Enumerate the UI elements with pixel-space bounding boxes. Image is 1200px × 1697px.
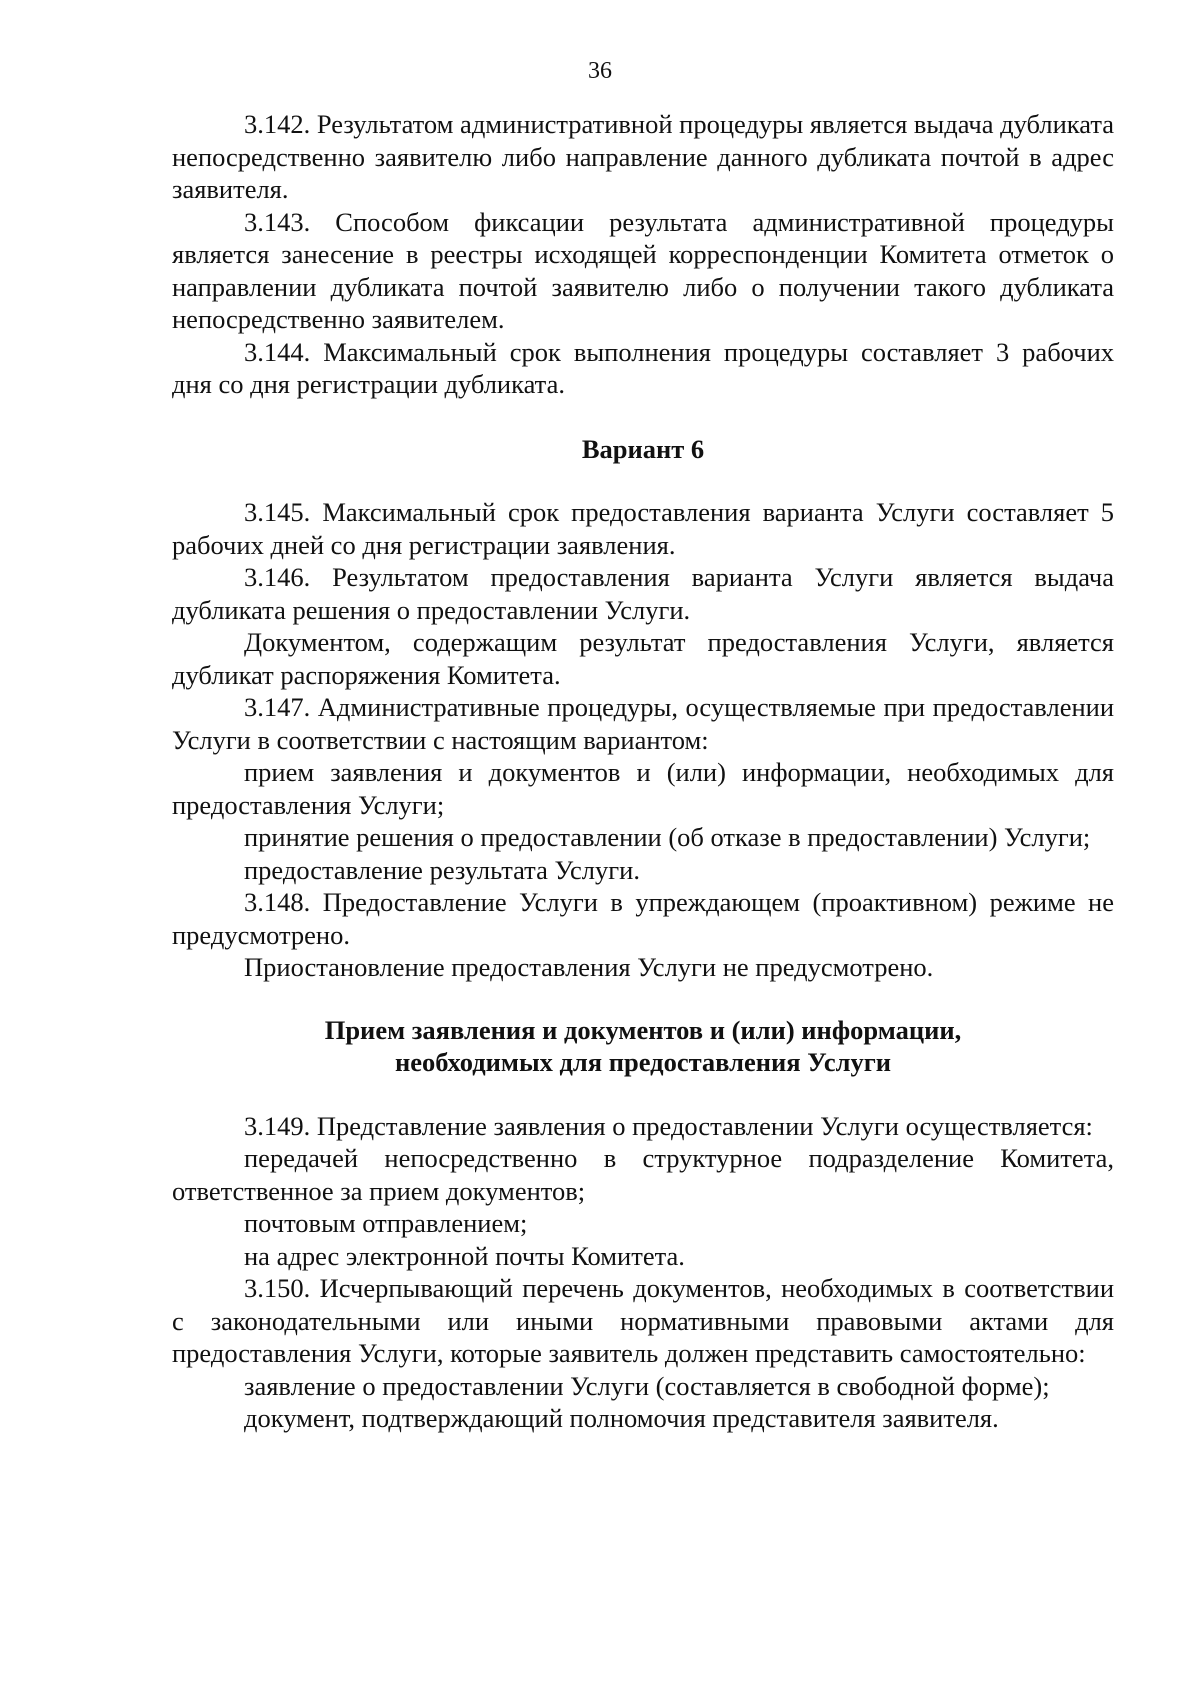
list-item-procedure-2: принятие решения о предоставлении (об отказе в предоставлении) Услуги; <box>244 822 1091 852</box>
list-item-submission-3: на адрес электронной почты Комитета. <box>244 1240 685 1271</box>
list-item-document-2: документ, подтверждающий полномочия представителя заявителя. <box>244 1403 999 1433</box>
paragraph-3-146: 3.146. Результатом предоставления варианта Услуги является выдача дубликата решения о предоставлении Услуги. <box>172 562 1114 625</box>
paragraph-3-143: 3.143. Способом фиксации результата административной процедуры является занесение в реестры исходящей корреспонденции Комитета отметок о направлении дубликата почтой заявителю либо о получении такого дубликата непосредственно заявителем. <box>172 206 1114 334</box>
paragraph-result-document: Документом, содержащим результат предоставления Услуги, является дубликат распоряжения Комитета. <box>172 627 1114 690</box>
paragraph-3-144: 3.144. Максимальный срок выполнения процедуры составляет 3 рабочих дня со дня регистрации дубликата. <box>172 336 1114 399</box>
paragraph-3-148: 3.148. Предоставление Услуги в упреждающем (проактивном) режиме не предусмотрено. <box>172 887 1114 950</box>
paragraph-3-145: 3.145. Максимальный срок предоставления варианта Услуги составляет 5 рабочих дней со дня регистрации заявления. <box>172 497 1114 560</box>
page-number: 36 <box>588 58 612 84</box>
section-heading-variant-6: Вариант 6 <box>581 433 705 464</box>
list-item-document-1: заявление о предоставлении Услуги (составляется в свободной форме); <box>244 1370 1050 1401</box>
section-heading-application-intake <box>172 1014 1114 1079</box>
list-item-submission-1: передачей непосредственно в структурное подразделение Комитета, ответственное за прием документов; <box>172 1143 1114 1206</box>
paragraph-3-142: 3.142. Результатом административной процедуры является выдача дубликата непосредственно заявителю либо направление данного дубликата почтой в адрес заявителя. <box>172 109 1114 204</box>
document-body <box>172 108 1114 1435</box>
paragraph-3-149: 3.149. Представление заявления о предоставлении Услуги осуществляется: <box>244 1110 1093 1141</box>
paragraph-3-150: 3.150. Исчерпывающий перечень документов, необходимых в соответствии с законодательными или иными нормативными правовыми актами для предоставления Услуги, которые заявитель должен представить самостоятельно: <box>172 1273 1114 1368</box>
list-item-submission-2: почтовым отправлением; <box>244 1208 528 1238</box>
list-item-procedure-1: прием заявления и документов и (или) информации, необходимых для предоставления Услуги; <box>172 757 1114 820</box>
paragraph-3-147: 3.147. Административные процедуры, осуществляемые при предоставлении Услуги в соответствии с настоящим вариантом: <box>172 692 1114 755</box>
paragraph-suspension: Приостановление предоставления Услуги не предусмотрено. <box>244 952 934 982</box>
list-item-procedure-3: предоставление результата Услуги. <box>244 854 640 885</box>
section-heading-line-1: Прием заявления и документов и (или) информации, <box>324 1014 962 1045</box>
section-heading-line-2: необходимых для предоставления Услуги <box>394 1047 892 1077</box>
